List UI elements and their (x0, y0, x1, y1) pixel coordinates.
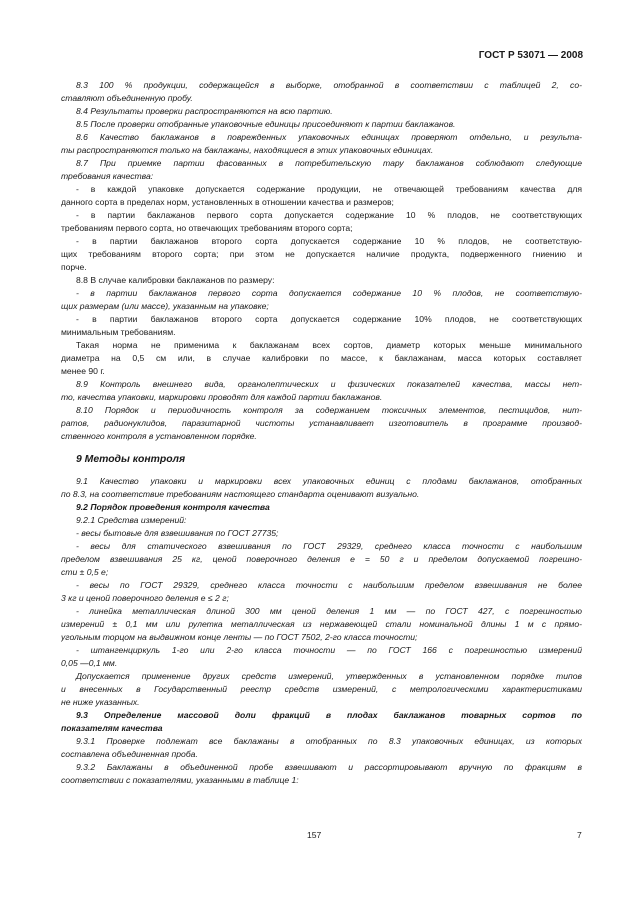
text-line: показателям качества (61, 723, 163, 733)
document-standard-id: ГОСТ Р 53071 — 2008 (478, 50, 583, 61)
text-line: - в партии баклажанов второго сорта допускается содержание 10% плодов, не соответствующих (76, 314, 582, 324)
text-line: - весы для статического взвешивания по ГОСТ 29329, среднего класса точности с наибольшим (76, 541, 582, 551)
text-line: менее 90 г. (61, 366, 105, 376)
text-line: соответствии с показателями, указанными в таблице 1: (61, 775, 299, 785)
text-line: измерений ± 0,1 мм или рулетка металлическая из нержавеющей стали номинальной длины 1 м с прямо- (61, 619, 582, 629)
text-line: 9.2 Порядок проведения контроля качества (76, 502, 270, 512)
text-line: 9.3.1 Проверке подлежат все баклажаны в отобранных по 8.3 упаковочных единицах, из которых (76, 736, 582, 746)
text-line: минимальным требованиям. (61, 327, 176, 337)
text-line: 9.2.1 Средства измерений: (76, 515, 187, 525)
text-line: ратов, радионуклидов, паразитарной чистоты устанавливает изготовитель в программе производ- (61, 418, 582, 428)
document-body (61, 79, 582, 787)
text-line: 8.9 Контроль внешнего вида, органолептических и физических показателей качества, массы нет- (76, 379, 582, 389)
text-line: - в партии баклажанов второго сорта допускается содержание 10 % плодов, не соответствую- (76, 236, 582, 246)
text-line: - весы бытовые для взвешивания по ГОСТ 27735; (76, 528, 279, 538)
text-line: составлена объединенная проба. (61, 749, 198, 759)
text-line: 8.5 После проверки отобранные упаковочные единицы присоединяют к партии баклажанов. (76, 119, 456, 129)
text-line: щих требованиям второго сорта; при этом не допускается наличие продукта, подверженного гниению и (61, 249, 582, 259)
section-9-heading: 9 Методы контроля (76, 454, 186, 465)
text-line: 9.3.2 Баклажаны в объединенной пробе взвешивают и рассортировывают вручную по фракциям в (76, 762, 582, 772)
text-line: 8.3 100 % продукции, содержащейся в выборке, отобранной в соответствии с таблицей 2, со- (76, 80, 582, 90)
text-line: пределом взвешивания 25 кг, ценой поверочного деления е = 50 г и пределом допускаемой погрешно- (61, 554, 582, 564)
text-line: - штангенциркуль 1-го или 2-го класса точности — по ГОСТ 166 с погрешностью измерений (76, 645, 582, 655)
text-line: ставляют объединенную пробу. (61, 93, 193, 103)
text-line: сти ± 0,5 е; (61, 567, 109, 577)
text-line: 8.10 Порядок и периодичность контроля за содержанием токсичных элементов, пестицидов, нит- (76, 405, 582, 415)
text-line: 8.7 При приемке партии фасованных в потребительскую тару баклажанов соблюдают следующие (76, 158, 582, 168)
text-line: 8.6 Качество баклажанов в поврежденных упаковочных единицах проверяют отдельно, и результа- (76, 132, 582, 142)
text-line: диаметра на 0,5 см или, в случае калибровки по массе, к баклажанам, масса которых составляет (61, 353, 582, 363)
sheet-number: 7 (577, 830, 582, 840)
text-line: то, качества упаковки, маркировки проводят для каждой партии баклажанов. (61, 392, 383, 402)
text-line: 8.4 Результаты проверки распространяются на всю партию. (76, 106, 333, 116)
text-line: 3 кг и ценой поверочного деления е ≤ 2 г; (61, 593, 229, 603)
text-line: - линейка металлическая длиной 300 мм ценой деления 1 мм — по ГОСТ 427, с погрешностью (76, 606, 582, 616)
text-line: по 8.3, на соответствие требованиям настоящего стандарта оценивают визуально. (61, 489, 420, 499)
text-line: ственного контроля в установленном порядке. (61, 431, 257, 441)
text-line: порче. (61, 262, 87, 272)
text-line: 9.1 Качество упаковки и маркировки всех упаковочных единиц с плодами баклажанов, отобранных (76, 476, 582, 486)
text-line: угольным торцом на выдвижном конце ленты — по ГОСТ 7502, 2-го класса точности; (61, 632, 418, 642)
section-8-text (61, 79, 582, 443)
text-line: данного сорта в пределах норм, установленных в отношении качества и размеров; (61, 197, 394, 207)
page-number: 157 (307, 830, 322, 840)
text-line: 0,05 —0,1 мм. (61, 658, 118, 668)
text-line: требованиям первого сорта, но отвечающих требованиям второго сорта; (61, 223, 353, 233)
text-line: ты распространяются только на баклажаны, находящиеся в этих упаковочных единицах. (61, 145, 434, 155)
text-line: Такая норма не применима к баклажанам всех сортов, диаметр которых меньше минимального (76, 340, 582, 350)
text-line: - в партии баклажанов первого сорта допускается содержание 10 % плодов, не соответствую- (76, 288, 582, 298)
text-line: 8.8 В случае калибровки баклажанов по размеру: (76, 275, 275, 285)
text-line: - в партии баклажанов первого сорта допускается содержание 10 % плодов, не соответствующих (76, 210, 582, 220)
text-line: требования качества: (61, 171, 154, 181)
text-line: - весы по ГОСТ 29329, среднего класса точности с наибольшим пределом взвешивания не более (76, 580, 582, 590)
text-line: 9.3 Определение массовой доли фракций в плодах баклажанов товарных сортов по (76, 710, 582, 720)
text-line: Допускается применение других средств измерений, утвержденных в установленном порядке типов (76, 671, 582, 681)
text-line: не ниже указанных. (61, 697, 140, 707)
text-line: и внесенных в Государственный реестр средств измерений, с метрологическими характеристиками (61, 684, 582, 694)
text-line: щих размерам (или массе), указанным на упаковке; (61, 301, 269, 311)
text-line: - в каждой упаковке допускается содержание продукции, не отвечающей требованиям качества для (76, 184, 582, 194)
section-9-text (61, 475, 582, 787)
